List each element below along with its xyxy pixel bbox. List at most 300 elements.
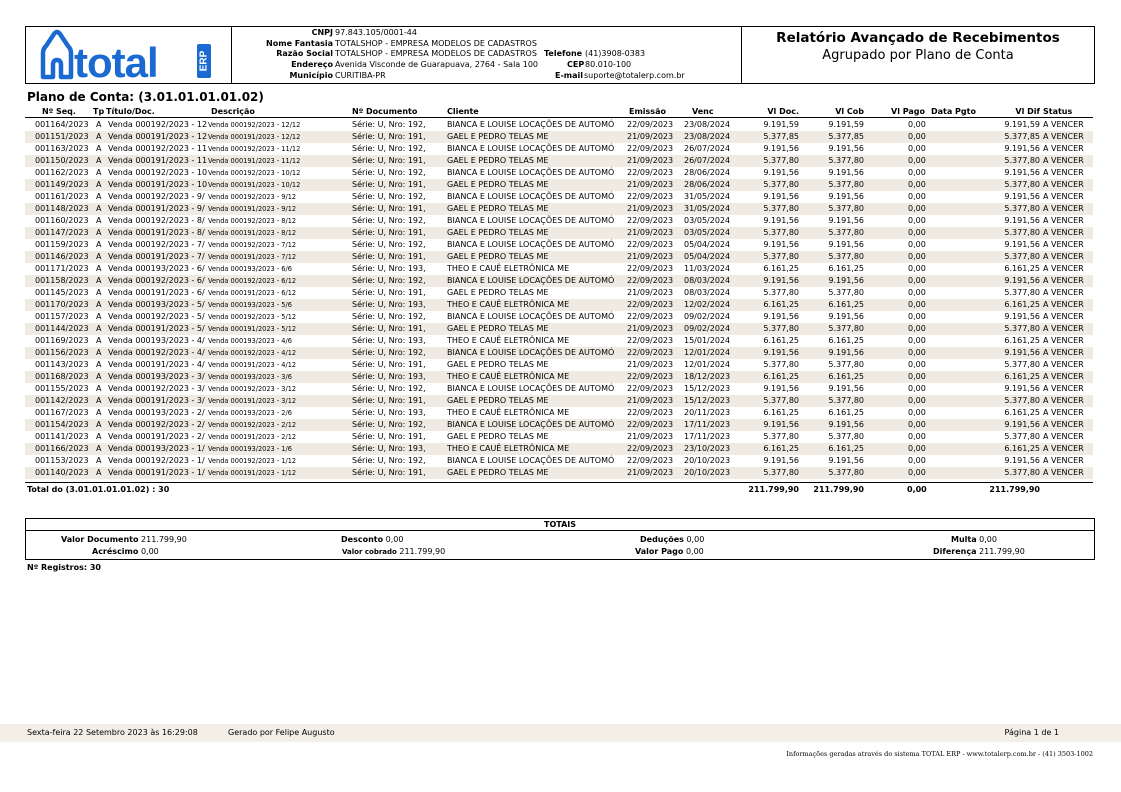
cell-descricao: Venda 000192/2023 - 10/12 [208,169,301,177]
cell-descricao: Venda 000192/2023 - 2/12 [208,421,297,429]
cell-titulo: Venda 000193/2023 - 1/ [108,444,205,453]
endereco-value: Avenida Visconde de Guarapuava, 2764 - Sala 100 [335,60,538,69]
cell-cliente: THEO E CAUÊ ELETRÔNICA ME [447,372,570,381]
cell-status: A VENCER [1043,360,1084,369]
cell-emissao: 21/09/2023 [627,204,674,213]
cell-descricao: Venda 000192/2023 - 1/12 [208,457,297,465]
cell-status: A VENCER [1043,348,1084,357]
table-row [25,143,1093,155]
cell-cliente: GAEL E PEDRO TELAS ME [447,288,549,297]
col-vldoc: Vl Doc. [767,107,799,116]
cell-status: A VENCER [1043,132,1084,141]
cell-documento: Série: U, Nro: 192, [352,420,426,429]
cell-emissao: 22/09/2023 [627,216,674,225]
cell-vldoc: 9.191,56 [763,192,799,201]
cell-seq: 001140/2023 [35,468,89,477]
cell-venc: 20/10/2023 [684,468,731,477]
cell-documento: Série: U, Nro: 191, [352,432,426,441]
cell-tp: A [96,120,102,129]
cell-venc: 18/12/2023 [684,372,731,381]
cell-status: A VENCER [1043,216,1084,225]
cell-vlpago: 0,00 [908,348,926,357]
table-row [25,383,1093,395]
cell-tp: A [96,408,102,417]
cell-seq: 001168/2023 [35,372,89,381]
cell-vlpago: 0,00 [908,192,926,201]
cell-vldif: 6.161,25 [1004,408,1040,417]
cell-descricao: Venda 000191/2023 - 10/12 [208,181,301,189]
col-titulo: Título/Doc. [106,107,155,116]
cell-documento: Série: U, Nro: 192, [352,276,426,285]
cell-vldoc: 9.191,56 [763,216,799,225]
cell-vldoc: 6.161,25 [763,264,799,273]
cell-seq: 001144/2023 [35,324,89,333]
cell-seq: 001155/2023 [35,384,89,393]
cell-vldoc: 5.377,80 [763,396,799,405]
cell-vldoc: 5.377,80 [763,156,799,165]
cell-tp: A [96,252,102,261]
cell-tp: A [96,360,102,369]
cell-vldif: 6.161,25 [1004,336,1040,345]
cell-status: A VENCER [1043,240,1084,249]
cell-vlcob: 6.161,25 [828,300,864,309]
report-title: Relatório Avançado de Recebimentos [776,30,1060,46]
cell-descricao: Venda 000192/2023 - 7/12 [208,241,297,249]
cell-status: A VENCER [1043,336,1084,345]
cell-vldif: 5.377,80 [1004,252,1040,261]
table-row [25,359,1093,371]
cell-vldif: 5.377,85 [1004,132,1040,141]
table-row [25,443,1093,455]
cell-descricao: Venda 000191/2023 - 12/12 [208,133,301,141]
multa: Multa 0,00 [951,535,997,544]
cell-emissao: 22/09/2023 [627,264,674,273]
group-total-vlpago: 0,00 [907,485,927,494]
cell-documento: Série: U, Nro: 193, [352,264,426,273]
col-cliente: Cliente [447,107,479,116]
cell-venc: 15/12/2023 [684,384,731,393]
cell-descricao: Venda 000192/2023 - 4/12 [208,349,297,357]
cell-vlpago: 0,00 [908,300,926,309]
cell-descricao: Venda 000192/2023 - 6/12 [208,277,297,285]
cell-cliente: BIANCA E LOUISE LOCAÇÕES DE AUTOMÓ [447,168,615,177]
cell-descricao: Venda 000191/2023 - 9/12 [208,205,297,213]
cell-tp: A [96,396,102,405]
cell-tp: A [96,192,102,201]
cell-documento: Série: U, Nro: 193, [352,336,426,345]
cell-seq: 001170/2023 [35,300,89,309]
cell-emissao: 21/09/2023 [627,156,674,165]
cell-vlcob: 9.191,56 [828,276,864,285]
cell-vlcob: 9.191,56 [828,384,864,393]
table-row [25,239,1093,251]
cell-seq: 001145/2023 [35,288,89,297]
cell-vldif: 9.191,56 [1004,348,1040,357]
cell-cliente: GAEL E PEDRO TELAS ME [447,432,549,441]
cell-seq: 001169/2023 [35,336,89,345]
cell-emissao: 21/09/2023 [627,252,674,261]
cell-venc: 12/02/2024 [684,300,731,309]
cell-venc: 09/02/2024 [684,324,731,333]
cell-cliente: THEO E CAUÊ ELETRÔNICA ME [447,408,570,417]
table-row [25,203,1093,215]
report-title-box [742,27,1094,83]
table-row [25,263,1093,275]
cell-vldoc: 5.377,85 [763,132,799,141]
cell-titulo: Venda 000191/2023 - 4/ [108,360,205,369]
cell-vlcob: 5.377,80 [828,204,864,213]
cell-venc: 20/10/2023 [684,456,731,465]
group-total-vldif: 211.799,90 [989,485,1040,494]
cell-vldif: 6.161,25 [1004,372,1040,381]
cell-vldoc: 5.377,80 [763,228,799,237]
cell-cliente: BIANCA E LOUISE LOCAÇÕES DE AUTOMÓ [447,120,615,129]
cell-vlcob: 9.191,56 [828,240,864,249]
cell-cliente: BIANCA E LOUISE LOCAÇÕES DE AUTOMÓ [447,240,615,249]
cell-status: A VENCER [1043,456,1084,465]
cell-tp: A [96,300,102,309]
col-emissao: Emissão [629,107,666,116]
footer-page: Página 1 de 1 [1004,728,1059,737]
cell-vlpago: 0,00 [908,252,926,261]
cell-emissao: 21/09/2023 [627,324,674,333]
cell-seq: 001160/2023 [35,216,89,225]
company-info [232,27,742,83]
cell-descricao: Venda 000191/2023 - 4/12 [208,361,297,369]
cell-vldoc: 9.191,56 [763,276,799,285]
cell-status: A VENCER [1043,144,1084,153]
cell-cliente: GAEL E PEDRO TELAS ME [447,228,549,237]
cell-vlcob: 5.377,80 [828,228,864,237]
cell-venc: 26/07/2024 [684,156,731,165]
cell-vldoc: 6.161,25 [763,372,799,381]
cell-titulo: Venda 000191/2023 - 7/ [108,252,205,261]
cell-titulo: Venda 000192/2023 - 10 [108,168,208,177]
valor-cobrado: Valor cobrado 211.799,90 [342,547,446,556]
cell-venc: 23/08/2024 [684,132,731,141]
group-total-vlcob: 211.799,90 [813,485,864,494]
cell-tp: A [96,456,102,465]
cell-documento: Série: U, Nro: 191, [352,396,426,405]
group-total-label: Total do (3.01.01.01.01.02) : 30 [27,485,170,494]
cell-cliente: THEO E CAUÊ ELETRÔNICA ME [447,264,570,273]
cell-documento: Série: U, Nro: 191, [352,204,426,213]
totais-header: TOTAIS [26,519,1094,531]
cell-venc: 15/12/2023 [684,396,731,405]
cell-descricao: Venda 000193/2023 - 6/6 [208,265,292,273]
cell-cliente: GAEL E PEDRO TELAS ME [447,132,549,141]
cell-descricao: Venda 000191/2023 - 8/12 [208,229,297,237]
cell-titulo: Venda 000192/2023 - 12 [108,120,208,129]
cell-vldoc: 9.191,56 [763,240,799,249]
cell-emissao: 22/09/2023 [627,420,674,429]
cell-tp: A [96,204,102,213]
cell-tp: A [96,444,102,453]
cell-status: A VENCER [1043,396,1084,405]
cell-titulo: Venda 000192/2023 - 2/ [108,420,205,429]
cell-descricao: Venda 000193/2023 - 3/6 [208,373,292,381]
cell-documento: Série: U, Nro: 192, [352,216,426,225]
cell-vlcob: 9.191,56 [828,348,864,357]
cell-descricao: Venda 000192/2023 - 8/12 [208,217,297,225]
cell-documento: Série: U, Nro: 192, [352,240,426,249]
table-row [25,251,1093,263]
cell-titulo: Venda 000192/2023 - 11 [108,144,208,153]
cell-status: A VENCER [1043,384,1084,393]
cell-tp: A [96,264,102,273]
cell-vldif: 9.191,56 [1004,240,1040,249]
cell-titulo: Venda 000192/2023 - 1/ [108,456,205,465]
cell-vlcob: 5.377,80 [828,324,864,333]
cell-status: A VENCER [1043,408,1084,417]
fantasia-value: TOTALSHOP - EMPRESA MODELOS DE CADASTROS [335,39,537,48]
cell-vlpago: 0,00 [908,324,926,333]
cell-vlcob: 5.377,80 [828,180,864,189]
cell-vlpago: 0,00 [908,276,926,285]
cell-seq: 001156/2023 [35,348,89,357]
cell-vlpago: 0,00 [908,156,926,165]
cell-documento: Série: U, Nro: 191, [352,252,426,261]
cell-documento: Série: U, Nro: 191, [352,288,426,297]
cell-status: A VENCER [1043,252,1084,261]
cell-vldoc: 6.161,25 [763,408,799,417]
cell-titulo: Venda 000192/2023 - 7/ [108,240,205,249]
cell-documento: Série: U, Nro: 192, [352,144,426,153]
razao-label: Razão Social [276,49,333,58]
cnpj-label: CNPJ [311,28,333,37]
telefone-label: Telefone [544,49,583,58]
table-row [25,371,1093,383]
cell-vlpago: 0,00 [908,216,926,225]
cell-cliente: GAEL E PEDRO TELAS ME [447,468,549,477]
cell-venc: 03/05/2024 [684,228,731,237]
cell-vlpago: 0,00 [908,408,926,417]
cell-vlpago: 0,00 [908,180,926,189]
cell-vlcob: 5.377,80 [828,360,864,369]
table-header [25,106,1093,118]
cell-vlcob: 5.377,80 [828,432,864,441]
cell-titulo: Venda 000192/2023 - 4/ [108,348,205,357]
cell-cliente: BIANCA E LOUISE LOCAÇÕES DE AUTOMÓ [447,348,615,357]
cell-cliente: BIANCA E LOUISE LOCAÇÕES DE AUTOMÓ [447,420,615,429]
cell-vlcob: 5.377,80 [828,468,864,477]
cell-documento: Série: U, Nro: 193, [352,300,426,309]
cell-vlpago: 0,00 [908,168,926,177]
cell-vlpago: 0,00 [908,336,926,345]
cell-vldif: 5.377,80 [1004,156,1040,165]
email-value: suporte@totalerp.com.br [584,71,685,80]
cep-label: CEP [567,60,585,69]
cell-documento: Série: U, Nro: 191, [352,360,426,369]
cell-venc: 17/11/2023 [684,432,731,441]
cell-venc: 05/04/2024 [684,252,731,261]
cell-descricao: Venda 000192/2023 - 12/12 [208,121,301,129]
col-vlcob: Vl Cob [835,107,864,116]
house-icon [43,32,71,77]
cell-vldif: 9.191,59 [1004,120,1040,129]
cell-documento: Série: U, Nro: 192, [352,312,426,321]
endereco-label: Endereço [291,60,333,69]
cell-vldif: 9.191,56 [1004,144,1040,153]
cell-vlcob: 9.191,56 [828,216,864,225]
cell-cliente: THEO E CAUÊ ELETRÔNICA ME [447,444,570,453]
cell-emissao: 22/09/2023 [627,456,674,465]
cell-vldoc: 6.161,25 [763,336,799,345]
cell-vlcob: 9.191,56 [828,456,864,465]
table-row [25,155,1093,167]
cell-emissao: 22/09/2023 [627,240,674,249]
table-row [25,467,1093,479]
table-row [25,131,1093,143]
cell-venc: 03/05/2024 [684,216,731,225]
cell-vldoc: 9.191,59 [763,120,799,129]
cell-venc: 08/03/2024 [684,276,731,285]
cell-tp: A [96,468,102,477]
table-row [25,347,1093,359]
cell-cliente: BIANCA E LOUISE LOCAÇÕES DE AUTOMÓ [447,384,615,393]
cell-status: A VENCER [1043,468,1084,477]
cell-tp: A [96,372,102,381]
cell-seq: 001147/2023 [35,228,89,237]
diferenca: Diferença 211.799,90 [933,547,1025,556]
cell-emissao: 21/09/2023 [627,360,674,369]
col-vlpago: Vl Pago [891,107,925,116]
cell-titulo: Venda 000193/2023 - 3/ [108,372,205,381]
cell-tp: A [96,420,102,429]
table-row [25,215,1093,227]
cell-seq: 001143/2023 [35,360,89,369]
cell-titulo: Venda 000191/2023 - 10 [108,180,208,189]
deducoes: Deduções 0,00 [640,535,705,544]
cell-descricao: Venda 000191/2023 - 7/12 [208,253,297,261]
cell-seq: 001149/2023 [35,180,89,189]
cell-status: A VENCER [1043,204,1084,213]
cell-emissao: 22/09/2023 [627,384,674,393]
cell-venc: 31/05/2024 [684,192,731,201]
cell-titulo: Venda 000192/2023 - 3/ [108,384,205,393]
cell-venc: 26/07/2024 [684,144,731,153]
cell-cliente: GAEL E PEDRO TELAS ME [447,360,549,369]
cell-tp: A [96,216,102,225]
cell-vldif: 9.191,56 [1004,276,1040,285]
cell-vlcob: 6.161,25 [828,444,864,453]
cell-vldoc: 6.161,25 [763,444,799,453]
report-header [25,26,1095,84]
cell-venc: 28/06/2024 [684,168,731,177]
cell-vlpago: 0,00 [908,432,926,441]
table-row [25,323,1093,335]
cell-vldoc: 5.377,80 [763,180,799,189]
totais-box [25,518,1095,560]
cell-status: A VENCER [1043,276,1084,285]
cell-vlpago: 0,00 [908,420,926,429]
cell-venc: 12/01/2024 [684,360,731,369]
cell-titulo: Venda 000193/2023 - 2/ [108,408,205,417]
cell-vlpago: 0,00 [908,120,926,129]
cell-emissao: 21/09/2023 [627,180,674,189]
plano-de-conta: Plano de Conta: (3.01.01.01.01.02) [27,90,264,104]
table-row [25,191,1093,203]
cell-vldif: 9.191,56 [1004,420,1040,429]
cell-seq: 001157/2023 [35,312,89,321]
cell-status: A VENCER [1043,180,1084,189]
cell-seq: 001146/2023 [35,252,89,261]
cell-vldoc: 9.191,56 [763,384,799,393]
cell-vlcob: 9.191,56 [828,312,864,321]
cell-emissao: 22/09/2023 [627,120,674,129]
table-row [25,335,1093,347]
cell-seq: 001153/2023 [35,456,89,465]
table-row [25,311,1093,323]
cell-titulo: Venda 000191/2023 - 12 [108,132,208,141]
cell-tp: A [96,288,102,297]
table-row [25,407,1093,419]
table-body [25,119,1093,479]
cell-vldoc: 5.377,80 [763,432,799,441]
cell-status: A VENCER [1043,312,1084,321]
cell-tp: A [96,336,102,345]
cell-titulo: Venda 000192/2023 - 5/ [108,312,205,321]
group-total [25,482,1093,497]
cell-vldoc: 9.191,56 [763,420,799,429]
cell-descricao: Venda 000191/2023 - 3/12 [208,397,297,405]
cell-vlpago: 0,00 [908,468,926,477]
cell-vldif: 9.191,56 [1004,384,1040,393]
cell-descricao: Venda 000193/2023 - 5/6 [208,301,292,309]
col-vldif: Vl Dif [1015,107,1040,116]
cell-vldif: 5.377,80 [1004,324,1040,333]
cell-tp: A [96,228,102,237]
email-label: E-mail [555,71,584,80]
cell-status: A VENCER [1043,192,1084,201]
cell-emissao: 21/09/2023 [627,468,674,477]
valor-pago: Valor Pago 0,00 [635,547,704,556]
cell-vldif: 5.377,80 [1004,180,1040,189]
cell-descricao: Venda 000193/2023 - 4/6 [208,337,292,345]
cell-seq: 001166/2023 [35,444,89,453]
cell-seq: 001171/2023 [35,264,89,273]
cell-vlpago: 0,00 [908,312,926,321]
cell-cliente: GAEL E PEDRO TELAS ME [447,252,549,261]
cell-tp: A [96,180,102,189]
cell-documento: Série: U, Nro: 192, [352,348,426,357]
col-datapgto: Data Pgto [931,107,976,116]
cell-vlcob: 5.377,80 [828,396,864,405]
report-subtitle: Agrupado por Plano de Conta [822,48,1014,63]
cell-vlpago: 0,00 [908,444,926,453]
cell-vldif: 5.377,80 [1004,432,1040,441]
municipio-value: CURITIBA-PR [335,71,386,80]
cell-documento: Série: U, Nro: 193, [352,444,426,453]
cell-vldoc: 9.191,56 [763,348,799,357]
col-documento: Nº Documento [352,107,418,116]
cell-vldif: 5.377,80 [1004,396,1040,405]
cell-status: A VENCER [1043,264,1084,273]
cell-vlpago: 0,00 [908,144,926,153]
cell-vldif: 6.161,25 [1004,300,1040,309]
cell-vldoc: 5.377,80 [763,360,799,369]
cell-titulo: Venda 000192/2023 - 8/ [108,216,205,225]
cell-status: A VENCER [1043,228,1084,237]
cell-seq: 001167/2023 [35,408,89,417]
cell-vlcob: 9.191,56 [828,144,864,153]
cell-documento: Série: U, Nro: 191, [352,180,426,189]
cell-vldoc: 5.377,80 [763,252,799,261]
cell-documento: Série: U, Nro: 192, [352,192,426,201]
cell-tp: A [96,348,102,357]
acrescimo: Acréscimo 0,00 [92,547,159,556]
valor-documento: Valor Documento 211.799,90 [61,535,187,544]
